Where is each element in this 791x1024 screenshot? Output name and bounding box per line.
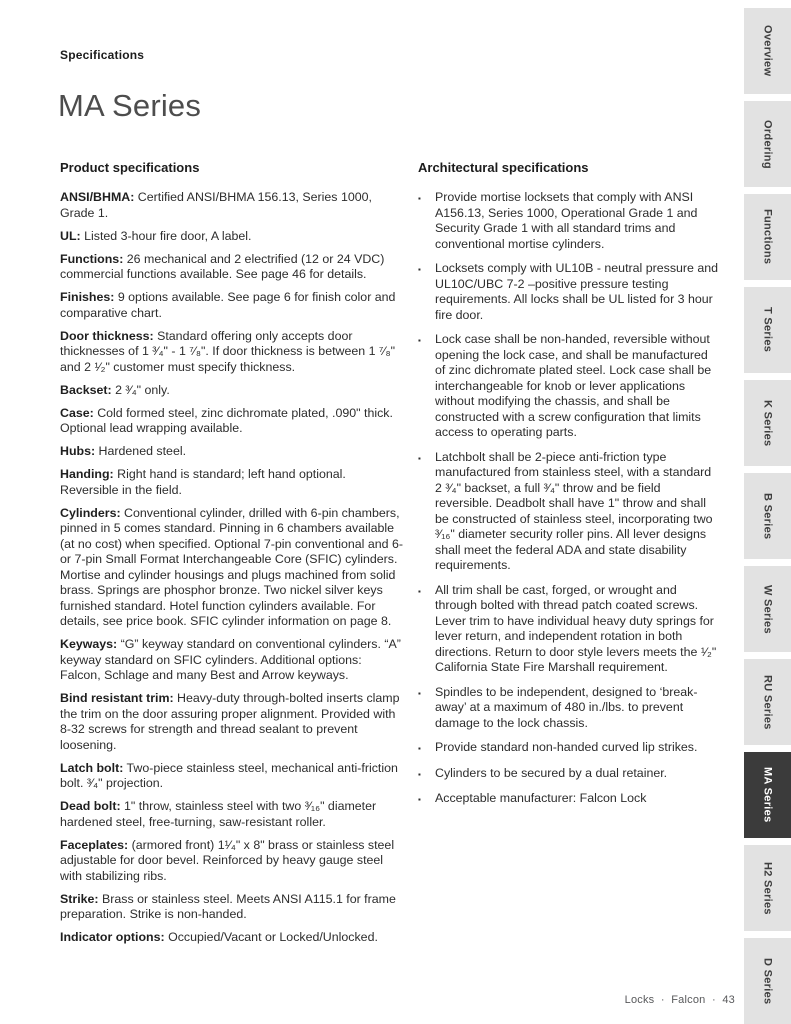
product-specs-heading: Product specifications [60, 160, 200, 175]
sidebar-tab-label: W Series [761, 584, 774, 634]
bullet-item [418, 740, 720, 757]
spec-label: Door thickness: [60, 328, 154, 343]
sidebar-tab-d-series[interactable] [744, 938, 791, 1024]
spec-text: Brass or stainless steel. Meets ANSI A115.1 for frame preparation. Strike is non-handed. [60, 891, 396, 921]
bullet-text: Acceptable manufacturer: Falcon Lock [435, 791, 647, 805]
architectural-specifications-column [418, 160, 720, 817]
section-eyebrow: Specifications [60, 48, 145, 62]
sidebar-tab-label: RU Series [761, 674, 774, 730]
spec-text: “G” keyway standard on conventional cylinders. “A” keyway standard on SFIC cylinders. Additional options: Falcon, Schlage and many Best and Arrow keyways. [60, 637, 401, 682]
spec-label: Functions: [60, 251, 124, 266]
bullet-text: Locksets comply with UL10B - neutral pressure and UL10C/UBC 7-2 –positive pressure testing requirements. All locks shall be UL listed for 3 hour fire door. [435, 261, 719, 322]
bullet-text: Provide mortise locksets that comply with ANSI A156.13, Series 1000, Operational Grade 1 and Security Grade 1 with all standard trims and conventional mortise cylinders. [435, 190, 698, 251]
square-bullet-icon: ▪ [418, 265, 421, 274]
sidebar-tab-label: Ordering [761, 119, 774, 169]
spec-label: Finishes: [60, 290, 115, 304]
spec-label: Indicator options: [60, 930, 165, 944]
spec-paragraph [60, 406, 404, 437]
sidebar-tab-label: T Series [761, 307, 774, 353]
page-footer: Locks · Falcon · 43 [624, 994, 735, 1006]
spec-paragraph [60, 892, 404, 923]
product-specs-list [60, 190, 404, 946]
square-bullet-icon: ▪ [418, 744, 421, 753]
spec-label: Backset: [60, 382, 112, 397]
spec-label: Strike: [60, 891, 99, 906]
sidebar-tab-b-series[interactable] [744, 473, 791, 559]
bullet-text: Lock case shall be non-handed, reversible without opening the lock case, and shall be manufactured of zinc dichromate plated steel. Lock case shall be interchangeable for knob or lever applications without modifying the chassis, and shall be constructed with a screw configuration that limits access to operating parts. [435, 332, 712, 439]
sidebar-tab-label: B Series [761, 492, 774, 540]
bullet-item [418, 332, 720, 441]
spec-label: Keyways: [60, 637, 118, 651]
sidebar-tab-h2-series[interactable] [744, 845, 791, 931]
spec-text: 26 mechanical and 2 electrified (12 or 24 VDC) commercial functions available. See page 46 for details. [60, 251, 385, 281]
spec-label: Case: [60, 405, 94, 420]
spec-label: Faceplates: [60, 837, 129, 852]
spec-text: Cold formed steel, zinc dichromate plated, .090" thick. Optional lead wrapping available. [60, 405, 393, 435]
spec-text: Conventional cylinder, drilled with 6-pin chambers, pinned in 5 comes standard. Pinning in 6 chambers available (at no cost) when specified. Optional 7-pin conventional and 6- or 7-pin Small Format Interchangeable Core (SFIC) cylinders. Mortise and cylinder housings and plugs machined from solid brass. Springs are phosphor bronze. Two nickel silver keys furnished standard. Hotel function cylinders available. For details, see price book. SFIC cylinder information on page 8. [60, 505, 404, 628]
spec-paragraph [60, 329, 404, 376]
sidebar-tab-w-series[interactable] [744, 566, 791, 652]
bullet-item [418, 190, 720, 252]
sidebar-tab-t-series[interactable] [744, 287, 791, 373]
sidebar-tab-label: D Series [761, 957, 774, 1005]
spec-text: 2 ³⁄₄" only. [111, 382, 170, 397]
spec-label: Latch bolt: [60, 760, 124, 775]
square-bullet-icon: ▪ [418, 688, 421, 698]
sidebar-tab-overview[interactable] [744, 8, 791, 94]
spec-paragraph [60, 444, 404, 460]
architectural-specs-list [418, 190, 720, 808]
sidebar-tab-ma-series[interactable] [744, 752, 791, 838]
architectural-specs-heading: Architectural specifications [418, 160, 589, 175]
bullet-item [418, 766, 720, 783]
spec-text: 1" throw, stainless steel with two ³⁄₁₆" diameter hardened steel, free-turning, saw-resistant roller. [60, 799, 377, 829]
bullet-text: Cylinders to be secured by a dual retainer. [435, 765, 668, 780]
sidebar-tab-ordering[interactable] [744, 101, 791, 187]
spec-paragraph [60, 838, 404, 885]
page-title: MA Series [58, 88, 202, 123]
spec-label: Hubs: [60, 444, 96, 458]
spec-text: Two-piece stainless steel, mechanical anti-friction bolt. ³⁄₄" projection. [60, 760, 398, 790]
spec-paragraph [60, 190, 404, 221]
bullet-text: Latchbolt shall be 2-piece anti-friction type manufactured from stainless steel, with a standard 2 ³⁄₄" backset, a full ³⁄₄" throw and be field reversible. Deadbolt shall have 1" throw and shall be constructed of stainless steel, incorporating two ³⁄₁₆" diameter security roller pins. All lever designs shall meet the federal ADA and state disability requirements. [435, 449, 713, 572]
spec-paragraph [60, 799, 404, 830]
spec-paragraph [60, 290, 404, 321]
spec-paragraph [60, 761, 404, 792]
spec-text: Occupied/Vacant or Locked/Unlocked. [164, 930, 378, 944]
spec-paragraph [60, 252, 404, 283]
sidebar-tab-label: H2 Series [761, 861, 774, 915]
sidebar-tab-label: MA Series [761, 767, 774, 823]
spec-text: (armored front) 1¹⁄₄" x 8" brass or stainless steel adjustable for door bevel. Reinforced by heavy gauge steel with stabilizing ribs. [60, 837, 395, 883]
bullet-item [418, 685, 720, 732]
spec-text: 9 options available. See page 6 for finish color and comparative chart. [60, 290, 396, 320]
spec-text: Right hand is standard; left hand optional. Reversible in the field. [60, 467, 346, 497]
bullet-text: Provide standard non-handed curved lip strikes. [435, 740, 698, 754]
square-bullet-icon: ▪ [418, 453, 421, 463]
bullet-item [418, 791, 720, 808]
spec-label: UL: [60, 228, 81, 243]
spec-text: Listed 3-hour fire door, A label. [80, 228, 252, 243]
spec-paragraph [60, 467, 404, 498]
square-bullet-icon: ▪ [418, 586, 421, 596]
bullet-item [418, 261, 720, 323]
square-bullet-icon: ▪ [418, 769, 421, 779]
spec-paragraph [60, 637, 404, 684]
spec-text: Standard offering only accepts door thicknesses of 1 ³⁄₄" - 1 ⁷⁄₈". If door thickness is between 1 ⁷⁄₈" and 2 ¹⁄₂" customer must specify thickness. [60, 328, 396, 374]
spec-paragraph [60, 930, 404, 946]
sidebar-tab-k-series[interactable] [744, 380, 791, 466]
product-specifications-column [60, 160, 404, 953]
spec-paragraph [60, 691, 404, 753]
spec-text: Certified ANSI/BHMA 156.13, Series 1000, Grade 1. [60, 190, 372, 220]
spec-label: ANSI/BHMA: [60, 190, 135, 204]
square-bullet-icon: ▪ [418, 194, 421, 203]
square-bullet-icon: ▪ [418, 795, 421, 804]
spec-label: Cylinders: [60, 505, 121, 520]
spec-text: Hardened steel. [95, 444, 187, 458]
spec-paragraph [60, 383, 404, 399]
spec-text: Heavy-duty through-bolted inserts clamp the trim on the door assuring proper alignment. Provided with 8-32 screws for strength and thread sealant to prevent loosening. [60, 691, 400, 752]
sidebar-tab-ru-series[interactable] [744, 659, 791, 745]
sidebar-tab-functions[interactable] [744, 194, 791, 280]
sidebar-tab-label: Overview [761, 25, 774, 77]
bullet-item [418, 450, 720, 574]
spec-paragraph [60, 506, 404, 630]
spec-label: Dead bolt: [60, 799, 121, 813]
bullet-item [418, 583, 720, 676]
spec-label: Bind resistant trim: [60, 691, 174, 705]
bullet-text: Spindles to be independent, designed to ‘break-away’ at a maximum of 480 in./lbs. to prevent damage to the lock chassis. [435, 684, 698, 730]
square-bullet-icon: ▪ [418, 336, 421, 345]
bullet-text: All trim shall be cast, forged, or wrought and through bolted with thread patch coated screws. Lever trim to have individual heavy duty springs for lever return, and independent rotation in both directions. Return to door style levers meets the ¹⁄₂" California State Fire Marshall requirement. [435, 582, 717, 674]
sidebar-tab-label: Functions [761, 209, 774, 265]
spec-label: Handing: [60, 467, 114, 481]
spec-paragraph [60, 229, 404, 245]
section-tabs-sidebar [744, 0, 791, 1024]
sidebar-tab-label: K Series [761, 399, 774, 447]
